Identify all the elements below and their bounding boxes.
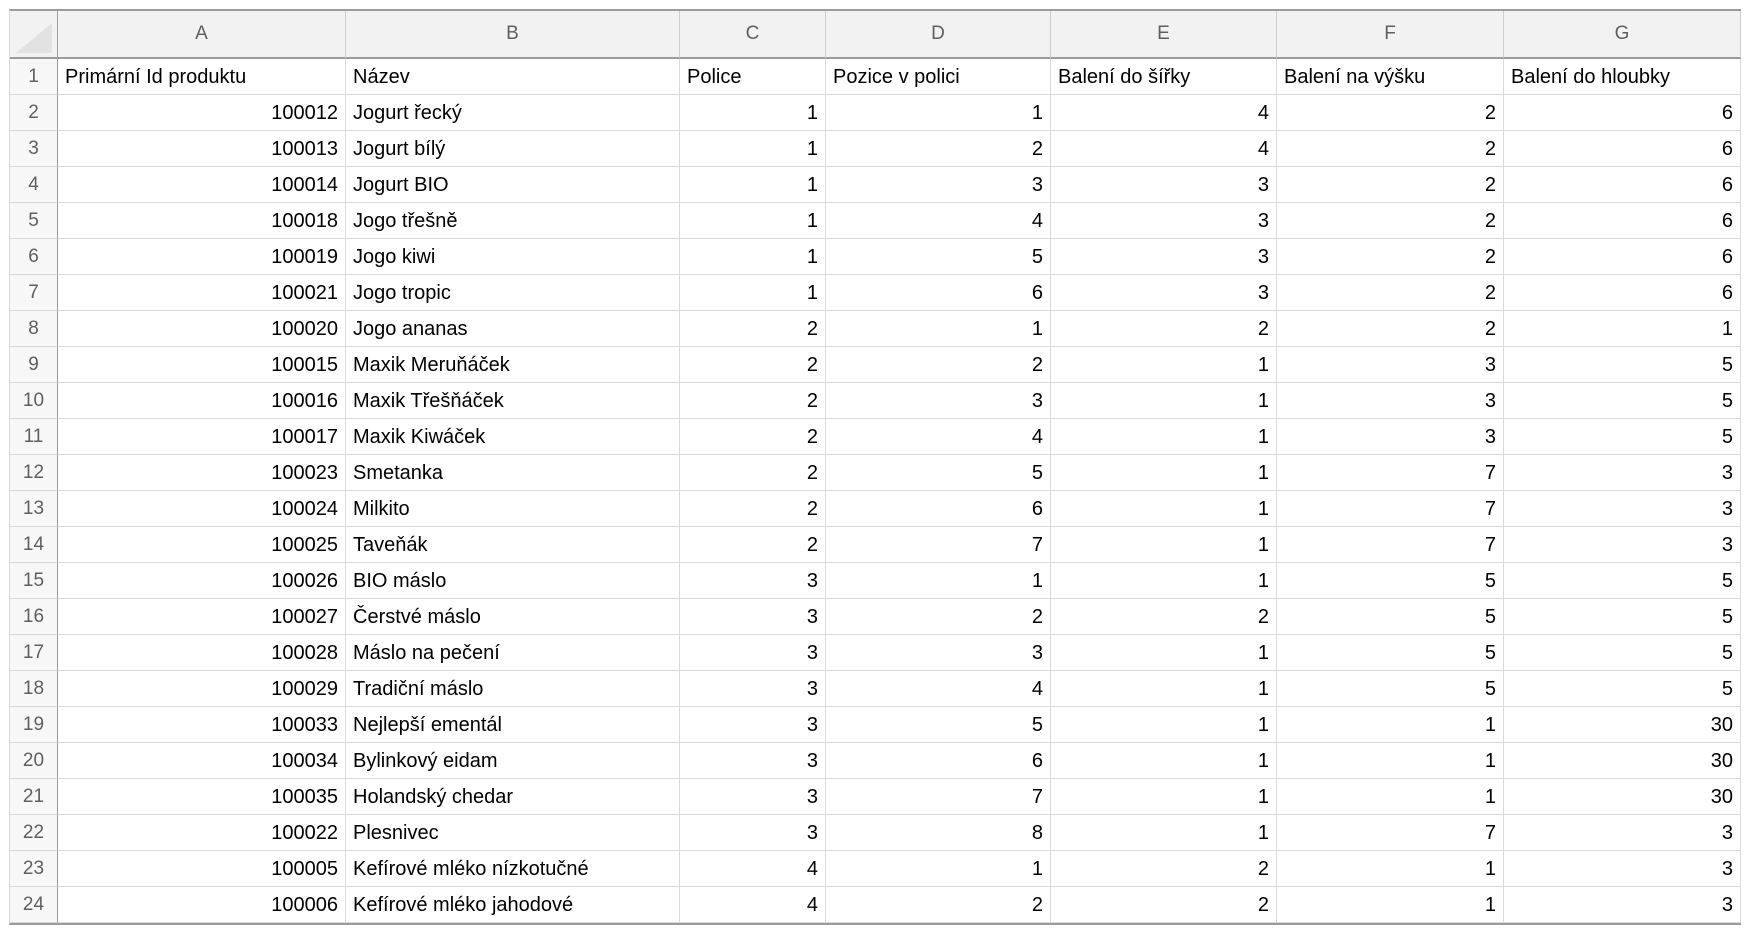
cell-E14[interactable]: 1 (1051, 527, 1277, 563)
cell-G12[interactable]: 3 (1504, 455, 1741, 491)
cell-E18[interactable]: 1 (1051, 671, 1277, 707)
cell-C5[interactable]: 1 (680, 203, 826, 239)
cell-E7[interactable]: 3 (1051, 275, 1277, 311)
cell-A5[interactable]: 100018 (58, 203, 346, 239)
cell-F5[interactable]: 2 (1277, 203, 1504, 239)
cell-F16[interactable]: 5 (1277, 599, 1504, 635)
spreadsheet-grid (9, 9, 1741, 925)
cell-A8[interactable]: 100020 (58, 311, 346, 347)
cell-A6[interactable]: 100019 (58, 239, 346, 275)
row-header-24[interactable]: 24 (10, 887, 58, 923)
cell-B20[interactable]: Bylinkový eidam (346, 743, 680, 779)
cell-F23[interactable]: 1 (1277, 851, 1504, 887)
cell-F13[interactable]: 7 (1277, 491, 1504, 527)
cell-A19[interactable]: 100033 (58, 707, 346, 743)
cell-C13[interactable]: 2 (680, 491, 826, 527)
cell-F12[interactable]: 7 (1277, 455, 1504, 491)
cell-F14[interactable]: 7 (1277, 527, 1504, 563)
cell-G4[interactable]: 6 (1504, 167, 1741, 203)
row-header-19[interactable]: 19 (10, 707, 58, 743)
cell-C23[interactable]: 4 (680, 851, 826, 887)
cell-B23[interactable]: Kefírové mléko nízkotučné (346, 851, 680, 887)
cell-E9[interactable]: 1 (1051, 347, 1277, 383)
cell-E24[interactable]: 2 (1051, 887, 1277, 923)
cell-E2[interactable]: 4 (1051, 95, 1277, 131)
cell-B1[interactable]: Název (346, 59, 680, 95)
row-header-20[interactable]: 20 (10, 743, 58, 779)
cell-C8[interactable]: 2 (680, 311, 826, 347)
row-header-9[interactable]: 9 (10, 347, 58, 383)
cell-A3[interactable]: 100013 (58, 131, 346, 167)
row-header-6[interactable]: 6 (10, 239, 58, 275)
row-header-12[interactable]: 12 (10, 455, 58, 491)
cell-A9[interactable]: 100015 (58, 347, 346, 383)
cell-G20[interactable]: 30 (1504, 743, 1741, 779)
cell-D1[interactable]: Pozice v polici (826, 59, 1051, 95)
cell-B22[interactable]: Plesnivec (346, 815, 680, 851)
row-header-5[interactable]: 5 (10, 203, 58, 239)
cell-D5[interactable]: 4 (826, 203, 1051, 239)
cell-B12[interactable]: Smetanka (346, 455, 680, 491)
cell-C24[interactable]: 4 (680, 887, 826, 923)
cell-F8[interactable]: 2 (1277, 311, 1504, 347)
column-header-A[interactable]: A (58, 11, 346, 59)
cell-F1[interactable]: Balení na výšku (1277, 59, 1504, 95)
cell-D21[interactable]: 7 (826, 779, 1051, 815)
cell-F17[interactable]: 5 (1277, 635, 1504, 671)
cell-E19[interactable]: 1 (1051, 707, 1277, 743)
cell-B14[interactable]: Taveňák (346, 527, 680, 563)
column-header-F[interactable]: F (1277, 11, 1504, 59)
cell-E17[interactable]: 1 (1051, 635, 1277, 671)
cell-F21[interactable]: 1 (1277, 779, 1504, 815)
cell-A21[interactable]: 100035 (58, 779, 346, 815)
cell-B13[interactable]: Milkito (346, 491, 680, 527)
cell-D2[interactable]: 1 (826, 95, 1051, 131)
cell-D19[interactable]: 5 (826, 707, 1051, 743)
row-header-4[interactable]: 4 (10, 167, 58, 203)
cell-F24[interactable]: 1 (1277, 887, 1504, 923)
cell-A4[interactable]: 100014 (58, 167, 346, 203)
cell-E15[interactable]: 1 (1051, 563, 1277, 599)
cell-C14[interactable]: 2 (680, 527, 826, 563)
cell-D13[interactable]: 6 (826, 491, 1051, 527)
cell-F3[interactable]: 2 (1277, 131, 1504, 167)
cell-D16[interactable]: 2 (826, 599, 1051, 635)
cell-A12[interactable]: 100023 (58, 455, 346, 491)
cell-E4[interactable]: 3 (1051, 167, 1277, 203)
cell-B16[interactable]: Čerstvé máslo (346, 599, 680, 635)
cell-C22[interactable]: 3 (680, 815, 826, 851)
cell-G11[interactable]: 5 (1504, 419, 1741, 455)
cell-F15[interactable]: 5 (1277, 563, 1504, 599)
cell-E5[interactable]: 3 (1051, 203, 1277, 239)
cell-G2[interactable]: 6 (1504, 95, 1741, 131)
cell-G22[interactable]: 3 (1504, 815, 1741, 851)
row-header-22[interactable]: 22 (10, 815, 58, 851)
cell-F6[interactable]: 2 (1277, 239, 1504, 275)
cell-D10[interactable]: 3 (826, 383, 1051, 419)
cell-B7[interactable]: Jogo tropic (346, 275, 680, 311)
cell-E20[interactable]: 1 (1051, 743, 1277, 779)
row-header-1[interactable]: 1 (10, 59, 58, 95)
cell-E1[interactable]: Balení do šířky (1051, 59, 1277, 95)
cell-A23[interactable]: 100005 (58, 851, 346, 887)
cell-B3[interactable]: Jogurt bílý (346, 131, 680, 167)
cell-D20[interactable]: 6 (826, 743, 1051, 779)
cell-A10[interactable]: 100016 (58, 383, 346, 419)
row-header-23[interactable]: 23 (10, 851, 58, 887)
cell-E21[interactable]: 1 (1051, 779, 1277, 815)
cell-F2[interactable]: 2 (1277, 95, 1504, 131)
row-header-13[interactable]: 13 (10, 491, 58, 527)
cell-G23[interactable]: 3 (1504, 851, 1741, 887)
cell-A22[interactable]: 100022 (58, 815, 346, 851)
row-header-14[interactable]: 14 (10, 527, 58, 563)
cell-C10[interactable]: 2 (680, 383, 826, 419)
cell-B15[interactable]: BIO máslo (346, 563, 680, 599)
row-header-15[interactable]: 15 (10, 563, 58, 599)
cell-C18[interactable]: 3 (680, 671, 826, 707)
cell-A11[interactable]: 100017 (58, 419, 346, 455)
cell-E16[interactable]: 2 (1051, 599, 1277, 635)
cell-C16[interactable]: 3 (680, 599, 826, 635)
cell-A20[interactable]: 100034 (58, 743, 346, 779)
cell-F22[interactable]: 7 (1277, 815, 1504, 851)
cell-G15[interactable]: 5 (1504, 563, 1741, 599)
cell-B5[interactable]: Jogo třešně (346, 203, 680, 239)
row-header-11[interactable]: 11 (10, 419, 58, 455)
cell-C11[interactable]: 2 (680, 419, 826, 455)
cell-G13[interactable]: 3 (1504, 491, 1741, 527)
cell-B8[interactable]: Jogo ananas (346, 311, 680, 347)
row-header-8[interactable]: 8 (10, 311, 58, 347)
select-all-corner[interactable] (10, 11, 58, 59)
cell-G21[interactable]: 30 (1504, 779, 1741, 815)
row-header-18[interactable]: 18 (10, 671, 58, 707)
row-header-2[interactable]: 2 (10, 95, 58, 131)
cell-A15[interactable]: 100026 (58, 563, 346, 599)
cell-G16[interactable]: 5 (1504, 599, 1741, 635)
cell-C12[interactable]: 2 (680, 455, 826, 491)
column-header-C[interactable]: C (680, 11, 826, 59)
cell-D7[interactable]: 6 (826, 275, 1051, 311)
cell-F7[interactable]: 2 (1277, 275, 1504, 311)
cell-C9[interactable]: 2 (680, 347, 826, 383)
cell-D8[interactable]: 1 (826, 311, 1051, 347)
cell-F18[interactable]: 5 (1277, 671, 1504, 707)
column-header-G[interactable]: G (1504, 11, 1741, 59)
cell-F20[interactable]: 1 (1277, 743, 1504, 779)
cell-D11[interactable]: 4 (826, 419, 1051, 455)
row-header-10[interactable]: 10 (10, 383, 58, 419)
cell-E10[interactable]: 1 (1051, 383, 1277, 419)
cell-A24[interactable]: 100006 (58, 887, 346, 923)
cell-A17[interactable]: 100028 (58, 635, 346, 671)
row-header-17[interactable]: 17 (10, 635, 58, 671)
cell-G9[interactable]: 5 (1504, 347, 1741, 383)
cell-A13[interactable]: 100024 (58, 491, 346, 527)
cell-B18[interactable]: Tradiční máslo (346, 671, 680, 707)
cell-G5[interactable]: 6 (1504, 203, 1741, 239)
cell-E11[interactable]: 1 (1051, 419, 1277, 455)
cell-G3[interactable]: 6 (1504, 131, 1741, 167)
cell-G8[interactable]: 1 (1504, 311, 1741, 347)
cell-B9[interactable]: Maxik Meruňáček (346, 347, 680, 383)
cell-F4[interactable]: 2 (1277, 167, 1504, 203)
cell-D18[interactable]: 4 (826, 671, 1051, 707)
cell-G1[interactable]: Balení do hloubky (1504, 59, 1741, 95)
cell-C6[interactable]: 1 (680, 239, 826, 275)
cell-G18[interactable]: 5 (1504, 671, 1741, 707)
cell-E22[interactable]: 1 (1051, 815, 1277, 851)
row-header-21[interactable]: 21 (10, 779, 58, 815)
cell-B21[interactable]: Holandský chedar (346, 779, 680, 815)
cell-C2[interactable]: 1 (680, 95, 826, 131)
cell-D3[interactable]: 2 (826, 131, 1051, 167)
cell-E8[interactable]: 2 (1051, 311, 1277, 347)
cell-G7[interactable]: 6 (1504, 275, 1741, 311)
cell-G17[interactable]: 5 (1504, 635, 1741, 671)
cell-A16[interactable]: 100027 (58, 599, 346, 635)
cell-B19[interactable]: Nejlepší ementál (346, 707, 680, 743)
cell-D9[interactable]: 2 (826, 347, 1051, 383)
cell-B10[interactable]: Maxik Třešňáček (346, 383, 680, 419)
cell-C17[interactable]: 3 (680, 635, 826, 671)
cell-D22[interactable]: 8 (826, 815, 1051, 851)
cell-C3[interactable]: 1 (680, 131, 826, 167)
cell-B4[interactable]: Jogurt BIO (346, 167, 680, 203)
cell-B17[interactable]: Máslo na pečení (346, 635, 680, 671)
cell-G14[interactable]: 3 (1504, 527, 1741, 563)
cell-A2[interactable]: 100012 (58, 95, 346, 131)
row-header-7[interactable]: 7 (10, 275, 58, 311)
cell-A1[interactable]: Primární Id produktu (58, 59, 346, 95)
column-header-B[interactable]: B (346, 11, 680, 59)
cell-C4[interactable]: 1 (680, 167, 826, 203)
cell-G19[interactable]: 30 (1504, 707, 1741, 743)
cell-C21[interactable]: 3 (680, 779, 826, 815)
cell-E6[interactable]: 3 (1051, 239, 1277, 275)
cell-D15[interactable]: 1 (826, 563, 1051, 599)
cell-C7[interactable]: 1 (680, 275, 826, 311)
cell-C20[interactable]: 3 (680, 743, 826, 779)
cell-B11[interactable]: Maxik Kiwáček (346, 419, 680, 455)
cell-C1[interactable]: Police (680, 59, 826, 95)
cell-E23[interactable]: 2 (1051, 851, 1277, 887)
cell-D24[interactable]: 2 (826, 887, 1051, 923)
cell-D17[interactable]: 3 (826, 635, 1051, 671)
cell-C19[interactable]: 3 (680, 707, 826, 743)
cell-D12[interactable]: 5 (826, 455, 1051, 491)
cell-G10[interactable]: 5 (1504, 383, 1741, 419)
cell-B24[interactable]: Kefírové mléko jahodové (346, 887, 680, 923)
cell-D23[interactable]: 1 (826, 851, 1051, 887)
column-header-D[interactable]: D (826, 11, 1051, 59)
cell-B6[interactable]: Jogo kiwi (346, 239, 680, 275)
cell-A18[interactable]: 100029 (58, 671, 346, 707)
cell-D14[interactable]: 7 (826, 527, 1051, 563)
cell-E12[interactable]: 1 (1051, 455, 1277, 491)
cell-F11[interactable]: 3 (1277, 419, 1504, 455)
cell-F19[interactable]: 1 (1277, 707, 1504, 743)
select-all-triangle-icon (16, 23, 52, 53)
cell-D6[interactable]: 5 (826, 239, 1051, 275)
cell-F9[interactable]: 3 (1277, 347, 1504, 383)
cell-A14[interactable]: 100025 (58, 527, 346, 563)
cell-G24[interactable]: 3 (1504, 887, 1741, 923)
cell-B2[interactable]: Jogurt řecký (346, 95, 680, 131)
row-header-16[interactable]: 16 (10, 599, 58, 635)
cell-D4[interactable]: 3 (826, 167, 1051, 203)
row-header-3[interactable]: 3 (10, 131, 58, 167)
cell-A7[interactable]: 100021 (58, 275, 346, 311)
cell-C15[interactable]: 3 (680, 563, 826, 599)
column-header-E[interactable]: E (1051, 11, 1277, 59)
cell-E3[interactable]: 4 (1051, 131, 1277, 167)
cell-F10[interactable]: 3 (1277, 383, 1504, 419)
cell-E13[interactable]: 1 (1051, 491, 1277, 527)
cell-G6[interactable]: 6 (1504, 239, 1741, 275)
